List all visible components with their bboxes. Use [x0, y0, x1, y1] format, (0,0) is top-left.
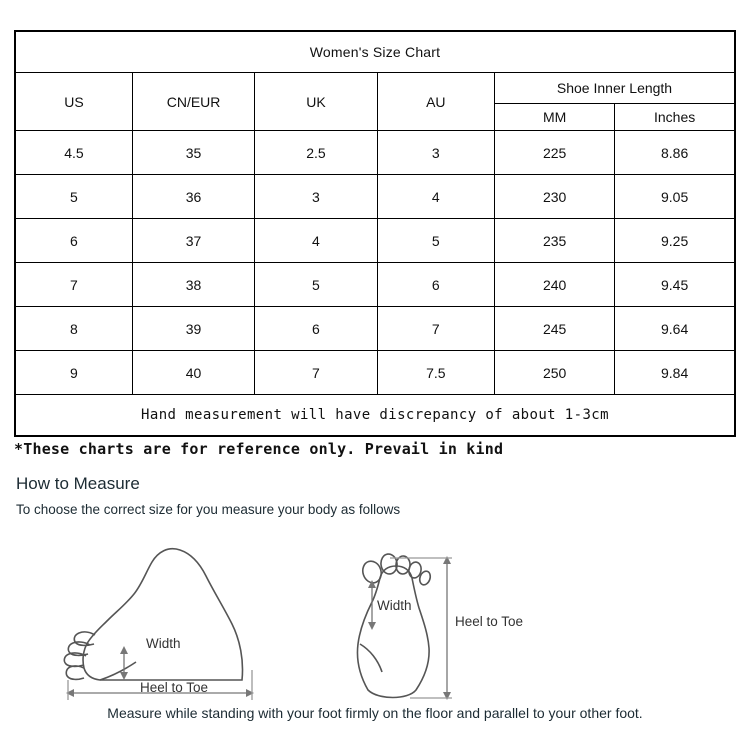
cell-uk: 3 — [255, 175, 377, 219]
foot-diagram-svg — [0, 520, 750, 710]
column-header-mm: MM — [495, 104, 615, 131]
cell-au: 7.5 — [377, 351, 494, 395]
side-heel-to-toe-label: Heel to Toe — [140, 680, 209, 695]
measure-diagram — [0, 520, 750, 710]
cell-mm: 225 — [495, 131, 615, 175]
cell-au: 5 — [377, 219, 494, 263]
table-row — [15, 131, 735, 175]
cell-inches: 9.45 — [615, 263, 735, 307]
column-header-uk: UK — [255, 73, 377, 131]
cell-cn-eur: 40 — [132, 351, 254, 395]
measure-caption: Measure while standing with your foot firmly on the floor and parallel to your other foot. — [107, 705, 643, 721]
cell-inches: 9.05 — [615, 175, 735, 219]
cell-mm: 240 — [495, 263, 615, 307]
table-row — [15, 263, 735, 307]
cell-us: 8 — [15, 307, 132, 351]
cell-cn-eur: 38 — [132, 263, 254, 307]
cell-uk: 5 — [255, 263, 377, 307]
table-header-row — [15, 73, 735, 104]
cell-au: 6 — [377, 263, 494, 307]
cell-uk: 6 — [255, 307, 377, 351]
cell-cn-eur: 39 — [132, 307, 254, 351]
column-header-us: US — [15, 73, 132, 131]
cell-us: 5 — [15, 175, 132, 219]
column-header-cn-eur: CN/EUR — [132, 73, 254, 131]
how-to-measure-subtitle: To choose the correct size for you measure your body as follows — [16, 502, 401, 517]
cell-cn-eur: 37 — [132, 219, 254, 263]
cell-us: 6 — [15, 219, 132, 263]
cell-uk: 4 — [255, 219, 377, 263]
cell-cn-eur: 36 — [132, 175, 254, 219]
top-heel-to-toe-label: Heel to Toe — [455, 614, 524, 629]
foot-top-view-icon — [357, 553, 432, 698]
cell-au: 4 — [377, 175, 494, 219]
side-width-dimension — [120, 646, 128, 680]
column-header-inches: Inches — [615, 104, 735, 131]
cell-uk: 7 — [255, 351, 377, 395]
how-to-measure-title: How to Measure — [16, 474, 140, 493]
table-row — [15, 307, 735, 351]
cell-inches: 9.25 — [615, 219, 735, 263]
cell-uk: 2.5 — [255, 131, 377, 175]
cell-mm: 230 — [495, 175, 615, 219]
cell-mm: 235 — [495, 219, 615, 263]
cell-cn-eur: 35 — [132, 131, 254, 175]
table-title-row — [15, 31, 735, 73]
foot-side-view-icon — [64, 549, 242, 680]
cell-inches: 9.64 — [615, 307, 735, 351]
size-chart-table — [14, 30, 736, 437]
column-header-au: AU — [377, 73, 494, 131]
page-title: Women's Size Chart — [15, 31, 735, 73]
top-heel-to-toe-dimension — [390, 556, 452, 700]
hand-measurement-note: Hand measurement will have discrepancy of about 1-3cm — [15, 395, 735, 437]
side-width-label: Width — [146, 636, 181, 651]
cell-inches: 8.86 — [615, 131, 735, 175]
cell-us: 7 — [15, 263, 132, 307]
table-row — [15, 351, 735, 395]
reference-only-note: *These charts are for reference only. Prevail in kind — [14, 440, 504, 458]
cell-mm: 245 — [495, 307, 615, 351]
size-chart-container — [14, 30, 736, 437]
column-header-shoe-inner-length: Shoe Inner Length — [495, 73, 736, 104]
table-footer-row — [15, 395, 735, 437]
cell-us: 9 — [15, 351, 132, 395]
top-width-dimension — [368, 580, 376, 630]
cell-us: 4.5 — [15, 131, 132, 175]
table-row — [15, 219, 735, 263]
top-width-label: Width — [377, 598, 412, 613]
cell-au: 3 — [377, 131, 494, 175]
cell-inches: 9.84 — [615, 351, 735, 395]
table-row — [15, 175, 735, 219]
cell-au: 7 — [377, 307, 494, 351]
cell-mm: 250 — [495, 351, 615, 395]
